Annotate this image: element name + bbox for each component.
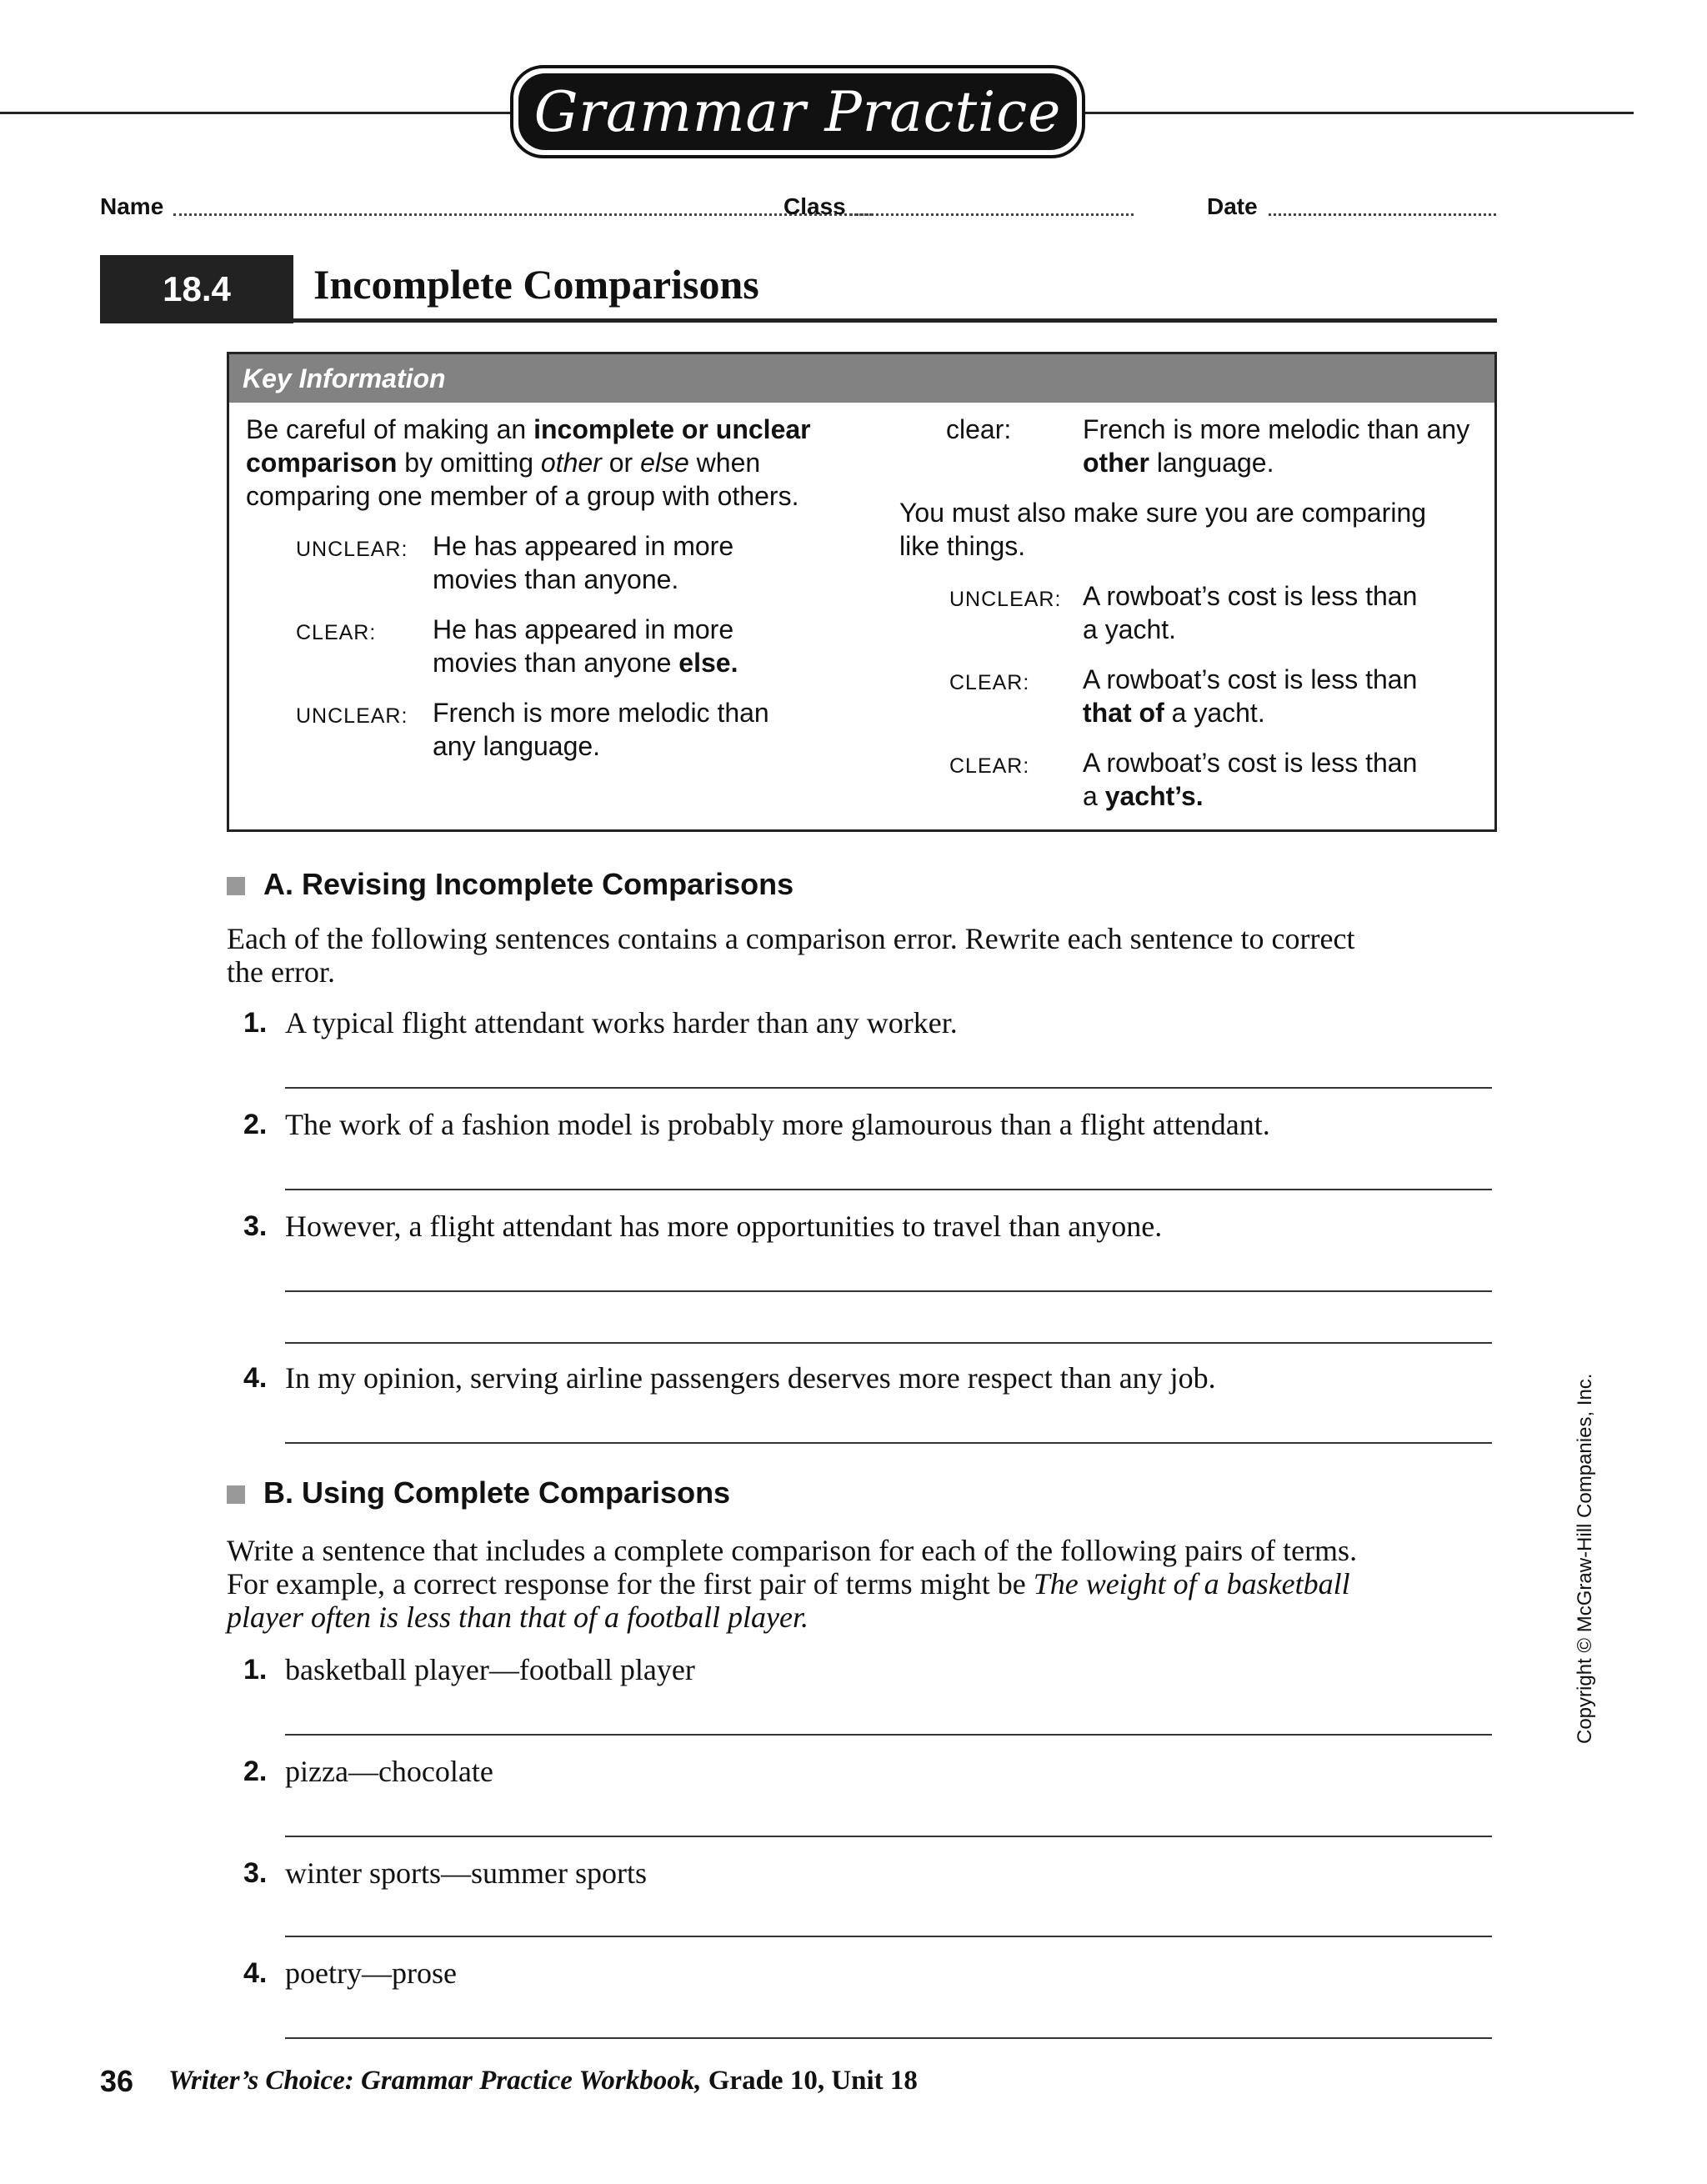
answer-line[interactable] — [285, 1442, 1492, 1444]
question-text: winter sports—summer sports — [285, 1856, 647, 1890]
example-text: movies than anyone. — [433, 564, 679, 594]
square-bullet-icon — [227, 877, 245, 895]
example-label: CLEAR: — [296, 621, 377, 644]
example-label: UNCLEAR: — [949, 588, 1062, 611]
part-a-instructions-line-1: Each of the following sentences contains a comparison error. Rewrite each sentence to correct — [227, 922, 1355, 955]
question-text: pizza—chocolate — [285, 1755, 493, 1788]
part-a-instructions-line-2: the error. — [227, 955, 335, 989]
copyright-notice: Copyright © McGraw-Hill Companies, Inc. — [1574, 1373, 1596, 1744]
answer-line[interactable] — [285, 1936, 1492, 1937]
example-label: UNCLEAR: — [296, 704, 408, 728]
question-number: 4. — [243, 1362, 268, 1394]
section-rule — [293, 318, 1497, 323]
question-text: However, a flight attendant has more opportunities to travel than anyone. — [285, 1210, 1163, 1243]
question-number: 3. — [243, 1210, 268, 1242]
question-text: The work of a fashion model is probably more glamourous than a flight attendant. — [285, 1108, 1270, 1141]
example-text: A rowboat’s cost is less than — [1083, 748, 1418, 778]
part-b-instructions-line-2: For example, a correct response for the first pair of terms might be The weight of a basketball — [227, 1567, 1350, 1600]
answer-line[interactable] — [285, 1290, 1492, 1292]
name-class-date-row — [100, 193, 1496, 227]
part-b-instructions-line-3: player often is less than that of a football player. — [227, 1600, 808, 1634]
question-number: 4. — [243, 1957, 268, 1989]
key-information-heading: Key Information — [229, 354, 1494, 403]
example-label: CLEAR: — [949, 754, 1030, 778]
page-number: 36 — [100, 2064, 134, 2098]
example-text: He has appeared in more — [433, 531, 734, 561]
example-label: clear: — [946, 414, 1012, 444]
date-line[interactable] — [1269, 213, 1496, 216]
part-b-heading: B. Using Complete Comparisons — [263, 1475, 731, 1510]
example-text: any language. — [433, 731, 601, 761]
example-text: movies than anyone else. — [433, 648, 738, 678]
example-text: French is more melodic than — [433, 698, 769, 728]
name-label: Name — [100, 193, 164, 219]
answer-line[interactable] — [285, 1734, 1492, 1736]
question-text: In my opinion, serving airline passengers deserves more respect than any job. — [285, 1361, 1216, 1395]
like-things-line-1: You must also make sure you are comparing — [899, 498, 1427, 528]
answer-line[interactable] — [285, 1342, 1492, 1344]
question-text: basketball player—football player — [285, 1653, 695, 1686]
intro-line-1: Be careful of making an incomplete or unclear — [246, 414, 811, 444]
answer-line[interactable] — [285, 1087, 1492, 1089]
question-text: A typical flight attendant works harder than any worker. — [285, 1006, 958, 1039]
answer-line[interactable] — [285, 1836, 1492, 1837]
question-number: 3. — [243, 1857, 268, 1889]
class-label: Class — [783, 193, 846, 219]
square-bullet-icon — [227, 1485, 245, 1504]
section-title: Incomplete Comparisons — [313, 261, 759, 308]
intro-line-3: comparing one member of a group with others. — [246, 481, 799, 511]
footer-citation: Writer’s Choice: Grammar Practice Workbook, Grade 10, Unit 18 — [168, 2066, 918, 2096]
example-text: He has appeared in more — [433, 614, 734, 644]
question-number: 2. — [243, 1109, 268, 1140]
name-line[interactable] — [173, 213, 872, 216]
header-rule-right — [1082, 112, 1634, 114]
key-information-box — [227, 352, 1497, 832]
example-text: A rowboat’s cost is less than — [1083, 581, 1418, 611]
section-number: 18.4 — [100, 255, 293, 323]
example-label: UNCLEAR: — [296, 538, 408, 561]
page-title: Grammar Practice — [533, 79, 1062, 144]
example-label: CLEAR: — [949, 671, 1030, 694]
example-text: other language. — [1083, 448, 1274, 478]
header-rule-left — [0, 112, 513, 114]
example-text: a yacht’s. — [1083, 781, 1204, 811]
date-label: Date — [1207, 193, 1258, 219]
question-text: poetry—prose — [285, 1956, 457, 1990]
question-number: 1. — [243, 1007, 268, 1039]
title-banner — [510, 65, 1085, 158]
example-text: a yacht. — [1083, 614, 1177, 644]
intro-line-2: comparison by omitting other or else when — [246, 448, 761, 478]
question-number: 1. — [243, 1654, 268, 1686]
part-b-instructions-line-1: Write a sentence that includes a complete comparison for each of the following pairs of terms. — [227, 1534, 1358, 1567]
example-text: that of a yacht. — [1083, 698, 1265, 728]
example-text: French is more melodic than any — [1083, 414, 1470, 444]
answer-line[interactable] — [285, 2037, 1492, 2039]
class-line[interactable] — [850, 213, 1134, 216]
part-a-heading: A. Revising Incomplete Comparisons — [263, 867, 794, 901]
example-text: A rowboat’s cost is less than — [1083, 664, 1418, 694]
answer-line[interactable] — [285, 1189, 1492, 1190]
question-number: 2. — [243, 1756, 268, 1787]
like-things-line-2: like things. — [899, 531, 1026, 561]
